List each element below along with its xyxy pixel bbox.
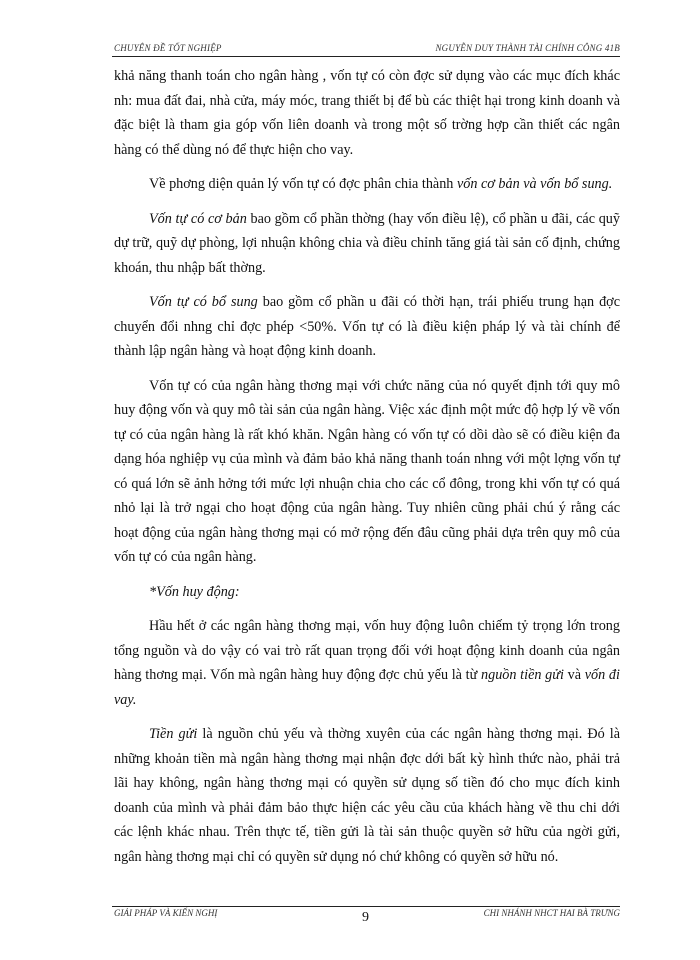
body-paragraph: [114, 580, 620, 605]
italic-text-run: Vốn tự có cơ bản: [149, 210, 247, 227]
body-paragraph: [114, 172, 620, 197]
header-right-text: NGUYỄN DUY THÀNH TÀI CHÍNH CÔNG 41B: [435, 43, 620, 53]
body-paragraph: [114, 207, 620, 281]
text-run: và: [563, 667, 585, 683]
text-run: Về phơng diện quản lý vốn tự có đợc phân chia thành: [149, 176, 457, 192]
body-paragraph: [114, 374, 620, 570]
document-body: [114, 64, 620, 879]
italic-text-run: vốn đi vay.: [114, 667, 620, 708]
text-run: khả năng thanh toán cho ngân hàng , vốn tự có còn đợc sử dụng vào các mục đích khác nh: mua đất đai, nhà cửa, máy móc, trang thiết bị để bù các thiệt hại trong kinh doanh và đặc biệt là tham gia góp vốn liên doanh và trong một số trờng hợp cần thiết các ngân hàng có thể dùng nó để thực hiện cho vay.: [114, 68, 620, 158]
italic-text-run: nguồn tiền gửi: [481, 667, 564, 683]
text-run: bao gồm cổ phần u đãi có thời hạn, trái phiếu trung hạn đợc chuyển đổi nhng chỉ đợc phép <50%. Vốn tự có là điều kiện pháp lý và tài chính để thành lập ngân hàng và hoạt động kinh doanh.: [114, 294, 620, 359]
body-paragraph: [114, 64, 620, 162]
text-run: Hầu hết ở các ngân hàng thơng mại, vốn huy động luôn chiếm tỷ trọng lớn trong tổng nguồn và do vậy có vai trò rất quan trọng đối với hoạt động kinh doanh của ngân hàng thơng mại. Vốn mà ngân hàng huy động đợc chủ yếu là từ: [114, 618, 620, 683]
text-run: Vốn tự có của ngân hàng thơng mại với chức năng của nó quyết định tới quy mô huy động vốn và quy mô tài sản của ngân hàng. Việc xác định một mức độ hợp lý về vốn tự có của ngân hàng là rất khó khăn. Ngân hàng có vốn tự có dồi dào sẽ có điều kiện đa dạng hóa nghiệp vụ của mình và đảm bảo khả năng thanh toán nhng với một lợng vốn tự có quá lớn sẽ ảnh hởng tới mức lợi nhuận chia cho các cổ đông, trong khi vốn tự có quá nhỏ lại là trở ngại cho hoạt động của ngân hàng. Tuy nhiên cũng phải chú ý rằng các hoạt động của ngân hàng thơng mại có mở rộng đến đâu cũng phải dựa trên quy mô của vốn tự có của ngân hàng.: [114, 377, 620, 565]
text-run: bao gồm cổ phần thờng (hay vốn điều lệ), cổ phần u đãi, các quỹ dự trữ, quỹ dự phòng, lợi nhuận không chia và điều chỉnh tăng giá tài sản cố định, chứng khoán, thu nhập bất thờng.: [114, 210, 620, 276]
body-paragraph: [114, 722, 620, 869]
page-footer: [112, 906, 620, 937]
italic-text-run: Vốn tự có bổ sung: [149, 294, 258, 310]
page-number: 9: [362, 910, 369, 925]
text-run: là nguồn chủ yếu và thờng xuyên của các ngân hàng thơng mại. Đó là những khoản tiền mà ngân hàng thơng mại nhận đợc dới bất kỳ hình thức nào, phải trả lãi hay không, ngân hàng thơng mại có quyền sử dụng số tiền đó cho mục đích kinh doanh của mình và phải đảm bảo thực hiện các yêu cầu của khách hàng về thu chi dới các lệnh khác nhau. Trên thực tế, tiền gửi là tài sản thuộc quyền sở hữu của ngời gửi, ngân hàng thơng mại chỉ có quyền sử dụng nó chứ không có quyền sở hữu nó.: [114, 726, 621, 865]
header-left-text: CHUYÊN ĐỀ TỐT NGHIỆP: [114, 43, 222, 53]
italic-text-run: *Vốn huy động:: [149, 583, 240, 600]
body-paragraph: [114, 290, 620, 364]
footer-left-text: GIẢI PHÁP VÀ KIẾN NGHỊ: [114, 908, 218, 918]
page-header: [112, 38, 620, 57]
footer-right-text: CHI NHÁNH NHCT HAI BÀ TRƯNG: [483, 908, 620, 918]
italic-text-run: Tiền gửi: [149, 726, 198, 742]
italic-text-run: vốn cơ bản và vốn bổ sung.: [456, 176, 613, 192]
body-paragraph: [114, 614, 620, 712]
